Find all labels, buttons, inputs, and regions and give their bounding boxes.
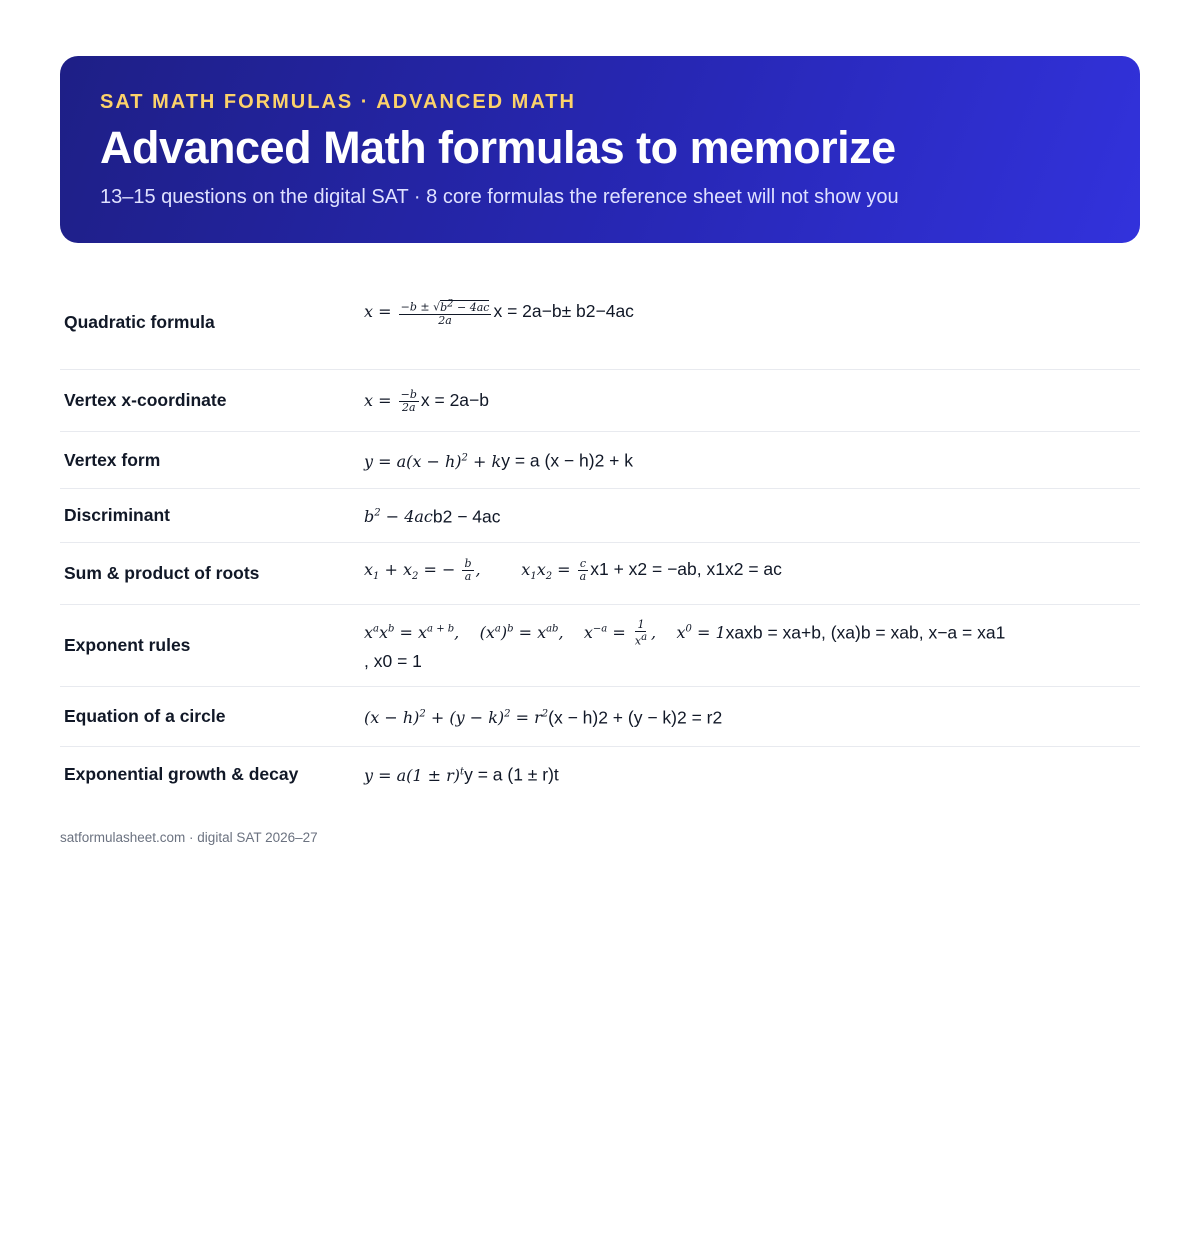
formula-label: Exponential growth & decay	[64, 763, 299, 784]
formula-row	[60, 282, 1140, 370]
formula-plain-continued: , x0 = 1	[364, 651, 422, 672]
formula-row	[60, 687, 1140, 747]
formula-math: $y = a(x - h)^2 + k$	[364, 451, 502, 471]
formula-math: $b^2 - 4ac$	[364, 507, 433, 527]
formula-row	[60, 543, 1140, 605]
formula-row	[60, 747, 1140, 801]
formula-label: Equation of a circle	[64, 706, 226, 726]
formula-value	[364, 387, 1140, 414]
page-title: Advanced Math formulas to memorize	[100, 122, 896, 173]
formula-math: x = $\frac{-b \pm √b^2 - 4ac}{2a}$	[364, 298, 490, 327]
formula-value	[364, 702, 1140, 731]
formula-label: Vertex form	[64, 449, 161, 470]
footer-credit: satformulasheet.com · digital SAT 2026–27	[60, 830, 318, 845]
formula-plain: y = a (x − h)2 + k	[501, 450, 633, 471]
formula-label: Quadratic formula	[64, 312, 215, 332]
formula-label: Vertex x-coordinate	[64, 390, 227, 410]
formula-value	[364, 445, 1140, 474]
formula-row	[60, 370, 1140, 432]
formula-math: $x^ax^b = x^{a + b}$, $(x^a)^b = x^{ab}$, $x^{-a}$ = $\frac{1}{x^a}$ , $x^0 = 1$	[364, 618, 726, 649]
formula-math: $y = a(1 \pm r)^t$	[364, 765, 465, 785]
formula-math: x = $\frac{-b}{2a}$	[364, 388, 417, 414]
formula-plain: (x − h)2 + (y − k)2 = r2	[548, 707, 723, 728]
formula-row	[60, 489, 1140, 543]
formula-row	[60, 605, 1140, 687]
formula-label: Exponent rules	[64, 635, 191, 655]
formula-plain: x = 2a−b	[420, 390, 489, 410]
formula-plain: y = a (1 ± r)t	[464, 764, 559, 785]
formula-value	[364, 759, 1140, 788]
formula-label: Sum & product of roots	[64, 563, 260, 583]
formula-value	[364, 556, 1140, 590]
formula-plain: x1 + x2 = −ab, x1x2 = ac	[590, 559, 782, 580]
formula-label: Discriminant	[64, 505, 170, 525]
page-subtitle: 13–15 questions on the digital SAT · 8 core formulas the reference sheet will not show you	[100, 186, 899, 208]
formula-math: $(x - h)^2 + (y - k)^2 = r^2$	[364, 708, 549, 728]
formula-value	[364, 501, 1140, 530]
eyebrow: SAT MATH FORMULAS · ADVANCED MATH	[100, 91, 576, 113]
formula-math: $x_1 + x_2$ = − $\frac{b}{a}$ , $x_1x_2$ = $\frac{c}{a}$	[364, 557, 587, 584]
formula-plain: x = 2a−b± b2−4ac	[493, 301, 634, 321]
formula-row	[60, 432, 1140, 489]
formula-table	[60, 282, 1140, 801]
formula-plain: xaxb = xa+b, (xa)b = xab, x−a = xa1	[725, 622, 1006, 643]
formula-value	[364, 282, 1140, 327]
formula-value	[364, 616, 1140, 675]
page-header	[60, 56, 1140, 243]
formula-plain: b2 − 4ac	[432, 506, 501, 527]
